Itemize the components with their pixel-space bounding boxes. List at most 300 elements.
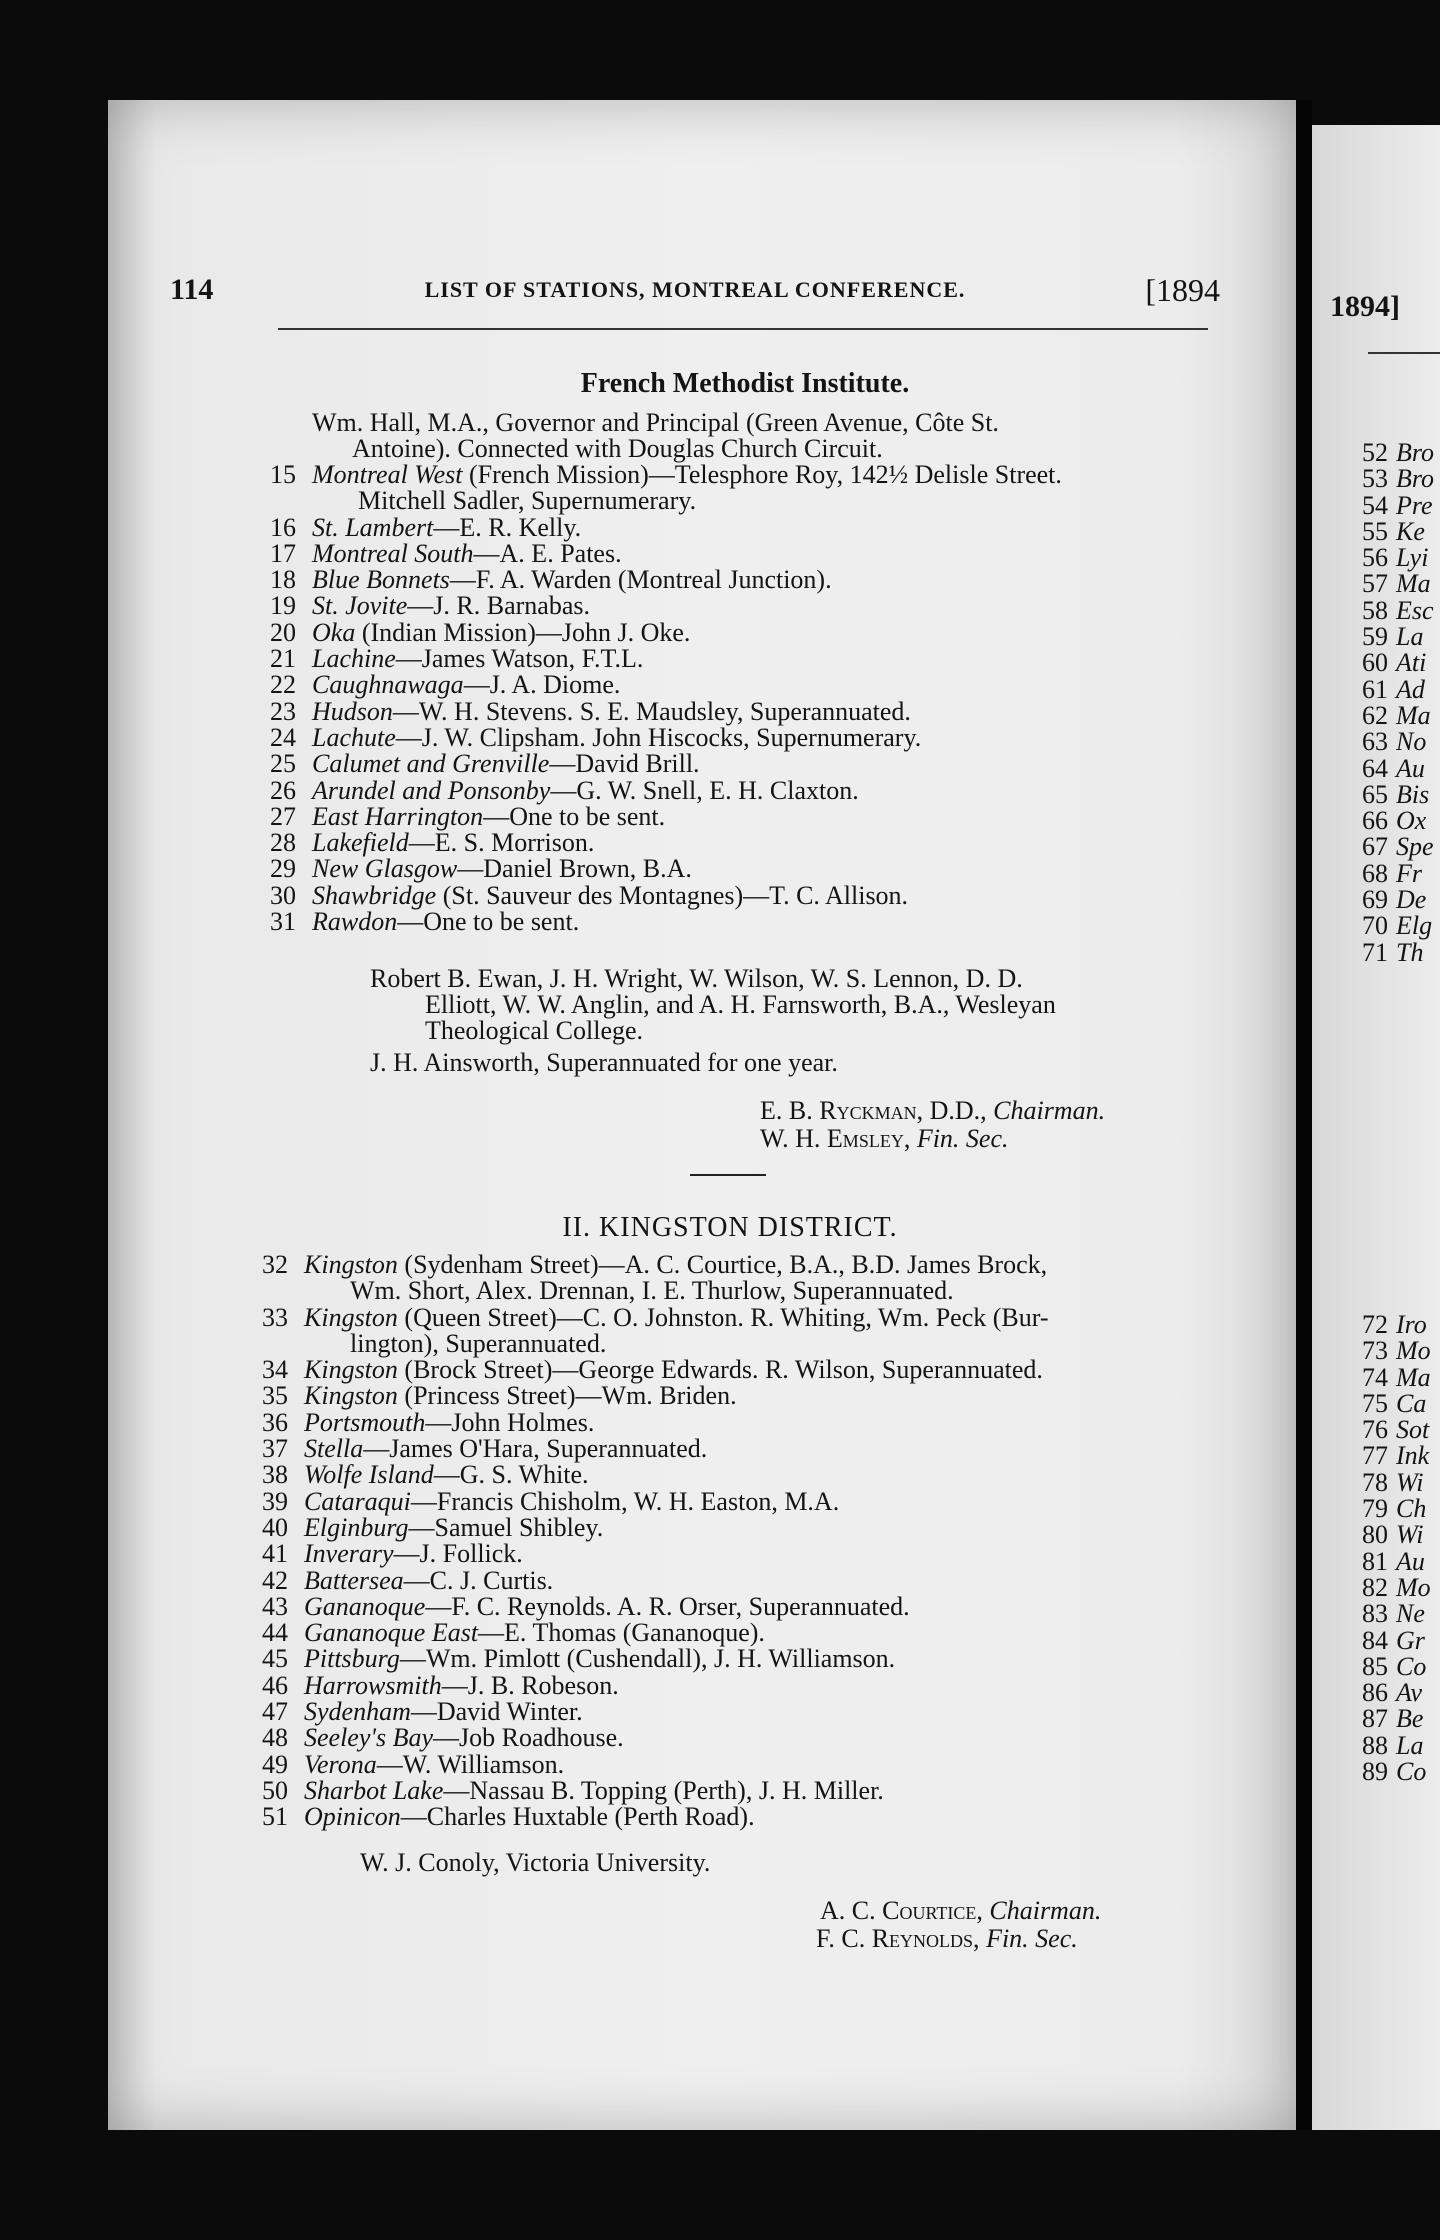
- station-place: Seeley's Bay: [304, 1723, 433, 1753]
- station-place: St. Lambert: [312, 512, 434, 542]
- secretary-title: Fin. Sec.: [916, 1124, 1009, 1153]
- station-appointment: —Samuel Shibley.: [408, 1512, 604, 1542]
- station-text: [312, 462, 1220, 488]
- station-number: 46: [262, 1670, 288, 1700]
- station-entry: [262, 1486, 1212, 1516]
- station-text: [312, 512, 1220, 542]
- station-place: Gananoque: [304, 1591, 426, 1621]
- station-text: [304, 1699, 1212, 1725]
- station-continuation: Mitchell Sadler, Supernumerary.: [358, 486, 697, 516]
- station-text: [304, 1565, 1212, 1595]
- station-place: Arundel and Ponsonby: [312, 775, 551, 805]
- facing-entry-fragment: Wi: [1396, 1520, 1424, 1550]
- station-number: 28: [270, 828, 296, 858]
- facing-page-entry: [1362, 1706, 1431, 1732]
- station-appointment: —J. Follick.: [393, 1539, 523, 1569]
- station-text: [304, 1591, 1212, 1621]
- station-entry: [262, 1749, 1212, 1779]
- station-entry: [270, 672, 1220, 698]
- station-entry: [270, 462, 1220, 488]
- facing-entry-fragment: Gr: [1396, 1625, 1425, 1655]
- facing-page-lower-entries: [1362, 1312, 1431, 1785]
- facing-page-entry: [1362, 1362, 1431, 1392]
- notes-line-4: J. H. Ainsworth, Superannuated for one year.: [370, 1048, 838, 1077]
- station-place: Oka: [312, 617, 356, 647]
- facing-entry-number: 80: [1362, 1520, 1388, 1550]
- station-place: Harrowsmith: [304, 1670, 442, 1700]
- institute-title: French Methodist Institute.: [580, 368, 910, 399]
- running-title: LIST OF STATIONS, MONTREAL CONFERENCE.: [424, 277, 966, 302]
- station-place: Kingston: [304, 1355, 398, 1385]
- chairman-title: Chairman.: [989, 1896, 1102, 1925]
- facing-entry-fragment: Pre: [1396, 490, 1433, 520]
- facing-page-entry: [1362, 624, 1434, 650]
- station-entry: [270, 909, 1220, 935]
- station-number: 24: [270, 722, 296, 752]
- facing-page-entry: [1362, 440, 1434, 466]
- facing-entry-fragment: Sot: [1396, 1415, 1430, 1445]
- facing-page-entry: [1362, 595, 1434, 625]
- station-entry: [270, 722, 1220, 752]
- station-place: Portsmouth: [304, 1407, 426, 1437]
- facing-page-entry: [1362, 1467, 1431, 1497]
- station-entry: [262, 1357, 1212, 1383]
- page-year: [1894: [1145, 271, 1220, 308]
- station-number: 42: [262, 1565, 288, 1595]
- facing-page-entry: [1362, 834, 1434, 860]
- station-number: 32: [262, 1250, 288, 1279]
- station-appointment: —J. B. Robeson.: [441, 1670, 619, 1700]
- facing-page-entry: [1362, 887, 1434, 913]
- station-place: Calumet and Grenville: [312, 749, 550, 779]
- station-place: St. Jovite: [312, 591, 408, 621]
- facing-entry-number: 83: [1362, 1599, 1388, 1629]
- facing-entry-number: 76: [1362, 1415, 1388, 1445]
- secretary-name: F. C. Reynolds,: [816, 1924, 980, 1953]
- station-appointment: —F. C. Reynolds. A. R. Orser, Superannuated.: [425, 1591, 910, 1621]
- station-text: [304, 1383, 1212, 1409]
- station-entry: [262, 1302, 1212, 1332]
- facing-entry-fragment: La: [1396, 1730, 1424, 1760]
- facing-entry-fragment: Ma: [1396, 700, 1431, 730]
- station-text: [312, 801, 1220, 831]
- station-place: Sydenham: [304, 1697, 411, 1727]
- station-number: 15: [270, 460, 296, 489]
- facing-entry-fragment: Esc: [1396, 595, 1434, 625]
- station-number: 33: [262, 1302, 288, 1332]
- station-text: [312, 646, 1220, 672]
- facing-page-entry: [1362, 753, 1434, 783]
- facing-page-entry: [1362, 1625, 1431, 1655]
- station-text: [312, 617, 1220, 647]
- kingston-district-title: II. KINGSTON DISTRICT.: [562, 1212, 898, 1243]
- station-place: Lakefield: [312, 828, 409, 858]
- page-number: 114: [170, 273, 214, 306]
- station-number: 51: [262, 1802, 288, 1832]
- station-appointment: —G. W. Snell, E. H. Claxton.: [550, 775, 859, 805]
- institute-line-1: Wm. Hall, M.A., Governor and Principal (Green Avenue, Côte St.: [312, 408, 999, 437]
- station-text: [304, 1252, 1212, 1278]
- facing-entry-fragment: No: [1396, 727, 1427, 757]
- station-entry: [270, 646, 1220, 672]
- station-text: [312, 567, 1220, 593]
- station-place: Caughnawaga: [312, 670, 464, 700]
- facing-entry-number: 88: [1362, 1730, 1388, 1760]
- station-number: 29: [270, 854, 296, 884]
- station-appointment: (Princess Street)—Wm. Briden.: [397, 1381, 737, 1411]
- station-text: [304, 1749, 1212, 1779]
- facing-entry-fragment: Mo: [1396, 1336, 1431, 1366]
- station-appointment: —C. J. Curtis.: [403, 1565, 554, 1595]
- station-appointment: —Charles Huxtable (Perth Road).: [400, 1802, 755, 1832]
- station-number: 37: [262, 1434, 288, 1464]
- station-entry: [270, 593, 1220, 619]
- station-number: 43: [262, 1591, 288, 1621]
- station-appointment: (Sydenham Street)—A. C. Courtice, B.A., B.D. James Brock,: [397, 1250, 1048, 1279]
- station-appointment: —Wm. Pimlott (Cushendall), J. H. Williamson.: [399, 1644, 896, 1674]
- station-appointment: —F. A. Warden (Montreal Junction).: [449, 565, 832, 595]
- facing-page-entry: [1362, 1680, 1431, 1706]
- secretary-name: W. H. Emsley,: [760, 1124, 911, 1153]
- station-appointment: —Nassau B. Topping (Perth), J. H. Miller.: [443, 1775, 884, 1805]
- station-entry: [270, 696, 1220, 726]
- kingston-secretary-signature: [816, 1926, 1078, 1952]
- facing-page-entry: [1362, 466, 1434, 492]
- header-rule: [278, 328, 1208, 330]
- facing-entry-number: 54: [1362, 490, 1388, 520]
- station-place: Lachine: [312, 644, 396, 674]
- station-text: [304, 1512, 1212, 1542]
- kingston-chairman-signature: [820, 1898, 1101, 1924]
- station-place: Lachute: [312, 722, 396, 752]
- station-place: Pittsburg: [304, 1644, 400, 1674]
- station-place: Gananoque East: [304, 1618, 479, 1648]
- facing-entry-fragment: Bis: [1396, 779, 1430, 809]
- station-entry: [270, 801, 1220, 831]
- station-place: Opinicon: [304, 1802, 401, 1832]
- station-place: Verona: [304, 1749, 377, 1779]
- station-appointment: —David Brill.: [549, 749, 700, 779]
- facing-entry-fragment: Ink: [1396, 1441, 1430, 1471]
- facing-entry-fragment: Bro: [1396, 438, 1435, 467]
- facing-page-entry: [1362, 1443, 1431, 1469]
- facing-page-upper-entries: [1362, 440, 1434, 966]
- facing-entry-number: 78: [1362, 1467, 1388, 1497]
- notes-line-1: Robert B. Ewan, J. H. Wright, W. Wilson, W. S. Lennon, D. D.: [370, 964, 1023, 993]
- station-text: [312, 672, 1220, 698]
- chairman-title: Chairman.: [993, 1096, 1106, 1125]
- facing-page-entry: [1362, 1417, 1431, 1443]
- facing-page-entry: [1362, 650, 1434, 676]
- facing-page-entry: [1362, 913, 1434, 939]
- station-appointment: —J. W. Clipsham. John Hiscocks, Supernumerary.: [395, 722, 922, 752]
- notes-line-3: Theological College.: [425, 1016, 644, 1045]
- station-text: [304, 1646, 1212, 1672]
- facing-entry-number: 87: [1362, 1704, 1388, 1734]
- station-appointment: —A. E. Pates.: [473, 538, 622, 568]
- station-entry: [270, 830, 1220, 856]
- facing-page-entry: [1362, 674, 1434, 704]
- facing-page-entry: [1362, 545, 1434, 571]
- station-place: East Harrington: [312, 801, 484, 831]
- station-number: 19: [270, 591, 296, 621]
- facing-page-entry: [1362, 1572, 1431, 1602]
- station-text: [304, 1436, 1212, 1462]
- station-place: Kingston: [304, 1250, 398, 1279]
- facing-entry-number: 89: [1362, 1757, 1388, 1787]
- facing-entry-fragment: Au: [1396, 1546, 1425, 1576]
- station-appointment: (Indian Mission)—John J. Oke.: [355, 617, 691, 647]
- station-place: New Glasgow: [312, 854, 458, 884]
- station-entry: [262, 1646, 1212, 1672]
- station-entry: [262, 1591, 1212, 1621]
- section-divider: [690, 1174, 766, 1176]
- facing-entry-fragment: Ati: [1396, 648, 1427, 678]
- facing-page-entry: [1362, 1496, 1431, 1522]
- station-number: 20: [270, 617, 296, 647]
- facing-entry-fragment: Mo: [1396, 1572, 1431, 1602]
- station-text: [312, 880, 1220, 910]
- station-place: Sharbot Lake: [304, 1775, 444, 1805]
- facing-entry-number: 70: [1362, 911, 1388, 941]
- station-number: 35: [262, 1381, 288, 1411]
- station-number: 45: [262, 1644, 288, 1674]
- station-place: Stella: [304, 1434, 364, 1464]
- station-number: 49: [262, 1749, 288, 1779]
- station-entry: [262, 1252, 1212, 1278]
- station-text: [304, 1725, 1212, 1751]
- facing-entry-number: 64: [1362, 753, 1388, 783]
- station-number: 48: [262, 1723, 288, 1753]
- station-entry: [262, 1699, 1212, 1725]
- facing-page-entry: [1362, 1312, 1431, 1338]
- chairman-name: E. B. Ryckman, D.D.,: [760, 1096, 987, 1125]
- montreal-secretary-signature: [760, 1126, 1009, 1152]
- facing-entry-fragment: De: [1396, 885, 1427, 915]
- station-text: [304, 1486, 1212, 1516]
- station-entry: [270, 856, 1220, 882]
- facing-entry-fragment: Iro: [1396, 1310, 1427, 1339]
- station-place: Battersea: [304, 1565, 404, 1595]
- facing-entry-number: 74: [1362, 1362, 1388, 1392]
- montreal-station-list: [270, 462, 1220, 935]
- station-entry: [270, 538, 1220, 568]
- station-place: Wolfe Island: [304, 1460, 434, 1490]
- station-entry: [262, 1541, 1212, 1567]
- station-text: [304, 1620, 1212, 1646]
- facing-page-entry: [1362, 490, 1434, 520]
- station-entry: [262, 1804, 1212, 1830]
- facing-entry-number: 56: [1362, 543, 1388, 573]
- facing-page-year: 1894]: [1330, 290, 1400, 323]
- station-appointment: —W. Williamson.: [376, 1749, 565, 1779]
- facing-entry-number: 82: [1362, 1572, 1388, 1602]
- facing-entry-number: 69: [1362, 885, 1388, 915]
- facing-entry-fragment: Fr: [1396, 858, 1422, 888]
- facing-entry-number: 73: [1362, 1336, 1388, 1366]
- station-number: 34: [262, 1355, 288, 1385]
- station-appointment: —G. S. White.: [433, 1460, 589, 1490]
- secretary-title: Fin. Sec.: [986, 1924, 1078, 1953]
- facing-entry-fragment: La: [1396, 622, 1424, 652]
- montreal-chairman-signature: [760, 1098, 1105, 1124]
- kingston-note: W. J. Conoly, Victoria University.: [360, 1848, 711, 1877]
- station-appointment: —One to be sent.: [397, 907, 580, 937]
- station-place: Hudson: [312, 696, 393, 726]
- station-text: [312, 722, 1220, 752]
- facing-entry-fragment: Be: [1396, 1704, 1424, 1734]
- facing-page-entry: [1362, 779, 1434, 809]
- station-entry: [262, 1407, 1212, 1437]
- facing-page-entry: [1362, 1388, 1431, 1418]
- station-place: Kingston: [304, 1381, 398, 1411]
- station-entry: [270, 617, 1220, 647]
- station-number: 36: [262, 1407, 288, 1437]
- station-appointment: (Brock Street)—George Edwards. R. Wilson, Superannuated.: [397, 1355, 1043, 1385]
- station-number: 44: [262, 1618, 288, 1648]
- station-number: 23: [270, 696, 296, 726]
- facing-entry-number: 71: [1362, 937, 1388, 967]
- facing-page-rule: [1368, 352, 1440, 354]
- station-entry: [262, 1436, 1212, 1462]
- station-continuation: Wm. Short, Alex. Drennan, I. E. Thurlow, Superannuated.: [350, 1276, 954, 1306]
- station-entry: [262, 1462, 1212, 1488]
- facing-page-entry: [1362, 571, 1434, 597]
- station-place: Blue Bonnets: [312, 565, 450, 595]
- station-text: [304, 1407, 1212, 1437]
- station-appointment: —Francis Chisholm, W. H. Easton, M.A.: [410, 1486, 840, 1516]
- montreal-notes: [370, 966, 1210, 1076]
- station-text: [304, 1462, 1212, 1488]
- station-number: 17: [270, 538, 296, 568]
- station-appointment: —J. R. Barnabas.: [407, 591, 590, 621]
- station-appointment: —E. Thomas (Gananoque).: [478, 1618, 765, 1648]
- station-appointment: —James Watson, F.T.L.: [395, 644, 644, 674]
- facing-entry-fragment: Ca: [1396, 1388, 1427, 1418]
- station-entry: [270, 880, 1220, 910]
- station-number: 21: [270, 644, 296, 674]
- station-number: 22: [270, 670, 296, 700]
- station-text: [312, 751, 1220, 777]
- station-number: 16: [270, 512, 296, 542]
- facing-entry-number: 79: [1362, 1494, 1388, 1524]
- facing-page-entry: [1362, 516, 1434, 546]
- facing-entry-fragment: Ne: [1396, 1599, 1425, 1629]
- facing-page-entry: [1362, 1338, 1431, 1364]
- station-number: 25: [270, 749, 296, 779]
- facing-entry-number: 60: [1362, 648, 1388, 678]
- facing-page-entry: [1362, 808, 1434, 834]
- facing-entry-number: 85: [1362, 1651, 1388, 1681]
- right-page: [1312, 125, 1440, 2130]
- station-entry: [262, 1565, 1212, 1595]
- station-place: Inverary: [304, 1539, 394, 1569]
- station-number: 31: [270, 907, 296, 937]
- station-appointment: (St. Sauveur des Montagnes)—T. C. Allison.: [436, 880, 909, 910]
- station-number: 39: [262, 1486, 288, 1516]
- station-text: [312, 775, 1220, 805]
- facing-entry-number: 63: [1362, 727, 1388, 757]
- station-place: Rawdon: [312, 907, 398, 937]
- facing-entry-fragment: Wi: [1396, 1467, 1424, 1497]
- station-entry: [262, 1725, 1212, 1751]
- station-text: [312, 830, 1220, 856]
- station-appointment: —E. R. Kelly.: [433, 512, 582, 542]
- station-entry: [270, 512, 1220, 542]
- station-number: 40: [262, 1512, 288, 1542]
- station-text: [312, 593, 1220, 619]
- facing-entry-number: 65: [1362, 779, 1388, 809]
- book-spine: [1296, 100, 1312, 2130]
- station-appointment: —One to be sent.: [483, 801, 666, 831]
- facing-entry-fragment: Ad: [1396, 674, 1425, 704]
- facing-entry-number: 66: [1362, 806, 1388, 836]
- station-entry: [262, 1775, 1212, 1805]
- station-text: [312, 696, 1220, 726]
- station-continuation: lington), Superannuated.: [350, 1328, 607, 1358]
- facing-entry-fragment: Ma: [1396, 569, 1431, 599]
- facing-entry-fragment: Ox: [1396, 806, 1427, 836]
- facing-entry-number: 52: [1362, 438, 1388, 467]
- station-entry: [262, 1670, 1212, 1700]
- facing-entry-number: 86: [1362, 1678, 1388, 1708]
- station-appointment: —David Winter.: [410, 1697, 583, 1727]
- facing-entry-fragment: Th: [1396, 937, 1424, 967]
- facing-page-entry: [1362, 1546, 1431, 1576]
- station-text: [304, 1541, 1212, 1567]
- chairman-name: A. C. Courtice,: [820, 1896, 983, 1925]
- facing-entry-fragment: Spe: [1396, 832, 1434, 862]
- notes-line-2: Elliott, W. W. Anglin, and A. H. Farnsworth, B.A., Wesleyan: [425, 990, 1056, 1019]
- station-number: 50: [262, 1775, 288, 1805]
- facing-entry-fragment: Au: [1396, 753, 1425, 783]
- facing-entry-number: 72: [1362, 1310, 1388, 1339]
- station-entry: [270, 567, 1220, 593]
- station-place: Elginburg: [304, 1512, 409, 1542]
- station-text: [304, 1357, 1212, 1383]
- station-appointment: —Daniel Brown, B.A.: [457, 854, 692, 884]
- station-appointment: —J. A. Diome.: [463, 670, 621, 700]
- facing-entry-number: 77: [1362, 1441, 1388, 1471]
- facing-page-entry: [1362, 1522, 1431, 1548]
- facing-entry-number: 58: [1362, 595, 1388, 625]
- facing-entry-number: 68: [1362, 858, 1388, 888]
- station-place: Montreal West: [312, 460, 463, 489]
- facing-entry-fragment: Ke: [1396, 516, 1425, 546]
- station-entry: [270, 751, 1220, 777]
- facing-entry-fragment: Ch: [1396, 1494, 1427, 1524]
- station-number: 47: [262, 1697, 288, 1727]
- station-number: 27: [270, 801, 296, 831]
- station-place: Shawbridge: [312, 880, 437, 910]
- station-appointment: —Job Roadhouse.: [432, 1723, 624, 1753]
- facing-page-entry: [1362, 1759, 1431, 1785]
- station-entry: [262, 1512, 1212, 1542]
- station-appointment: —James O'Hara, Superannuated.: [363, 1434, 708, 1464]
- page-header: [170, 268, 1220, 312]
- facing-entry-fragment: Ma: [1396, 1362, 1431, 1392]
- station-number: 41: [262, 1539, 288, 1569]
- station-place: Montreal South: [312, 538, 474, 568]
- facing-entry-number: 59: [1362, 622, 1388, 652]
- facing-entry-number: 53: [1362, 464, 1388, 494]
- station-text: [312, 538, 1220, 568]
- facing-entry-number: 67: [1362, 832, 1388, 862]
- facing-entry-fragment: Bro: [1396, 464, 1435, 494]
- station-appointment: —W. H. Stevens. S. E. Maudsley, Superannuated.: [392, 696, 911, 726]
- facing-entry-fragment: Co: [1396, 1651, 1427, 1681]
- station-place: Cataraqui: [304, 1486, 411, 1516]
